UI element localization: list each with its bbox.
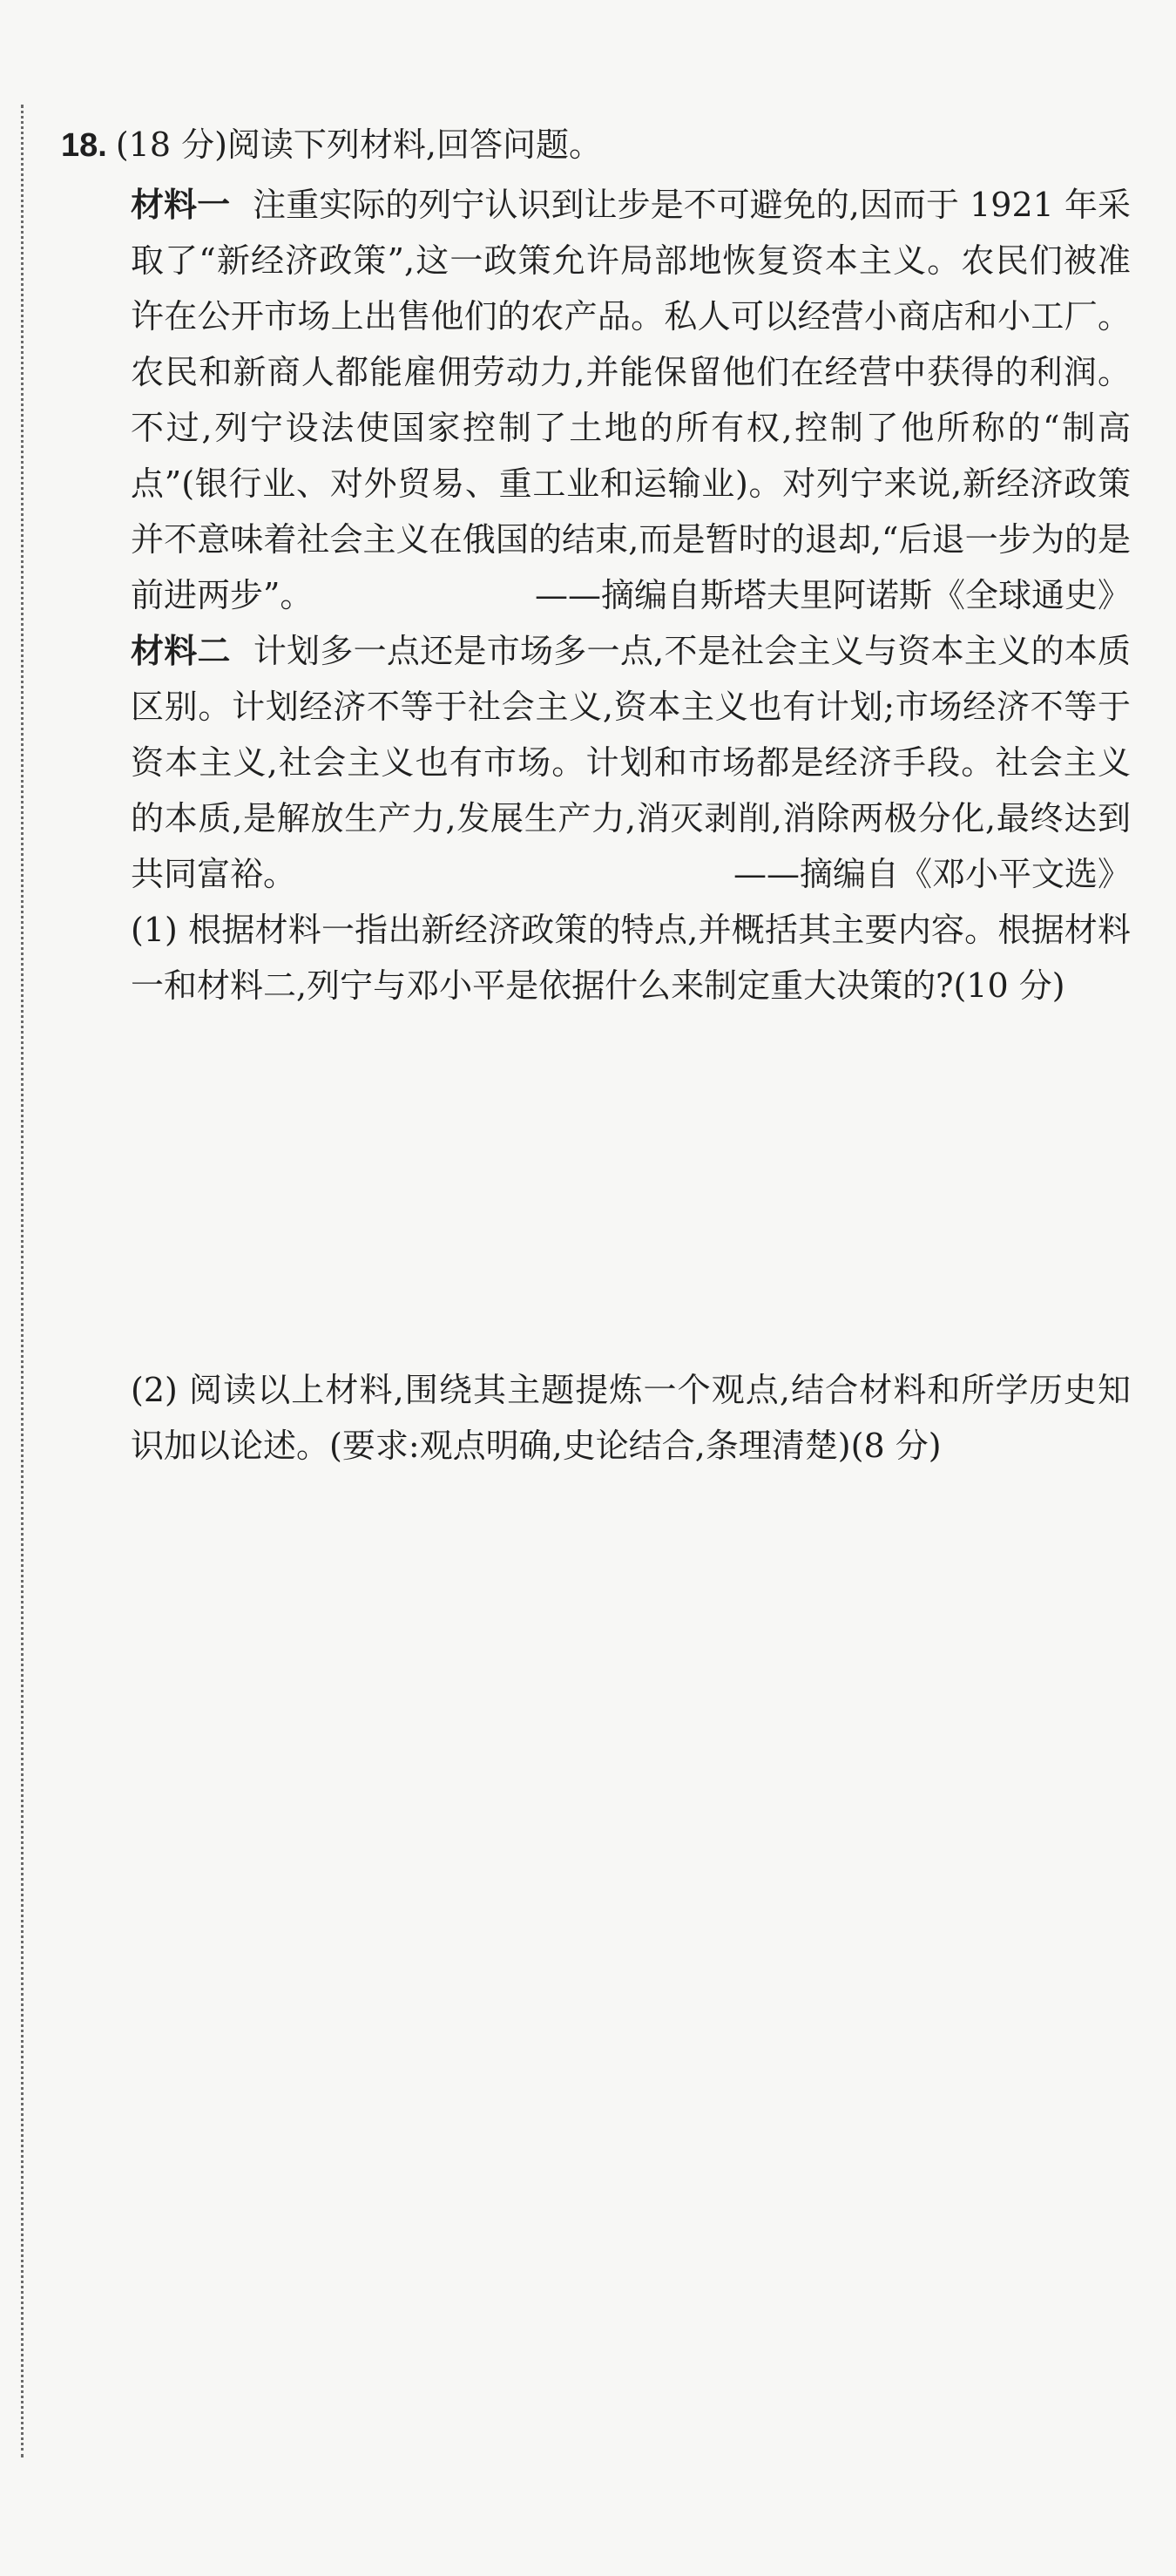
binding-margin-line bbox=[21, 105, 24, 2457]
answer-area-2[interactable] bbox=[61, 1474, 1131, 2345]
material-two-label: 材料二 bbox=[131, 632, 231, 670]
question-number: 18. bbox=[61, 127, 107, 164]
material-one-text: 注重实际的列宁认识到让步是不可避免的,因而于 1921 年采取了“新经济政策”,这一政策允许局部地恢复资本主义。农民们被准许在公开市场上出售他们的农产品。私人可以经营小商店和小工厂。农民和新商人都能雇佣劳动力,并能保留他们在经营中获得的利润。不过,列宁设法使国家控制了土地的所有权,控制了他所称的“制高点”(银行业、对外贸易、重工业和运输业)。对列宁来说,新经济政策并不意味着社会主义在俄国的结束,而是暂时的退却,“后退一步为的是前进两步”。 bbox=[131, 186, 1131, 614]
material-one-label: 材料一 bbox=[131, 186, 231, 224]
question-page bbox=[61, 120, 1131, 2345]
material-two-text: 计划多一点还是市场多一点,不是社会主义与资本主义的本质区别。计划经济不等于社会主义,资本主义也有计划;市场经济不等于资本主义,社会主义也有市场。计划和市场都是经济手段。社会主义的本质,是解放生产力,发展生产力,消灭剥削,消除两极分化,最终达到共同富裕。 bbox=[131, 632, 1131, 893]
sub-question-2: (2) 阅读以上材料,围绕其主题提炼一个观点,结合材料和所学历史知识加以论述。(要求:观点明确,史论结合,条理清楚)(8 分) bbox=[131, 1371, 1131, 1465]
material-two-source: ——摘编自《邓小平文选》 bbox=[733, 855, 1131, 893]
material-one bbox=[61, 177, 1131, 623]
question-header bbox=[61, 120, 1131, 170]
question-prompt: (18 分)阅读下列材料,回答问题。 bbox=[115, 125, 602, 164]
material-one-source: ——摘编自斯塔夫里阿诺斯《全球通史》 bbox=[534, 576, 1131, 614]
sub-question-1: (1) 根据材料一指出新经济政策的特点,并概括其主要内容。根据材料一和材料二,列宁与邓小平是依据什么来制定重大决策的?(10 分) bbox=[131, 911, 1131, 1005]
material-two bbox=[61, 623, 1131, 902]
answer-area-1[interactable] bbox=[61, 1013, 1131, 1362]
